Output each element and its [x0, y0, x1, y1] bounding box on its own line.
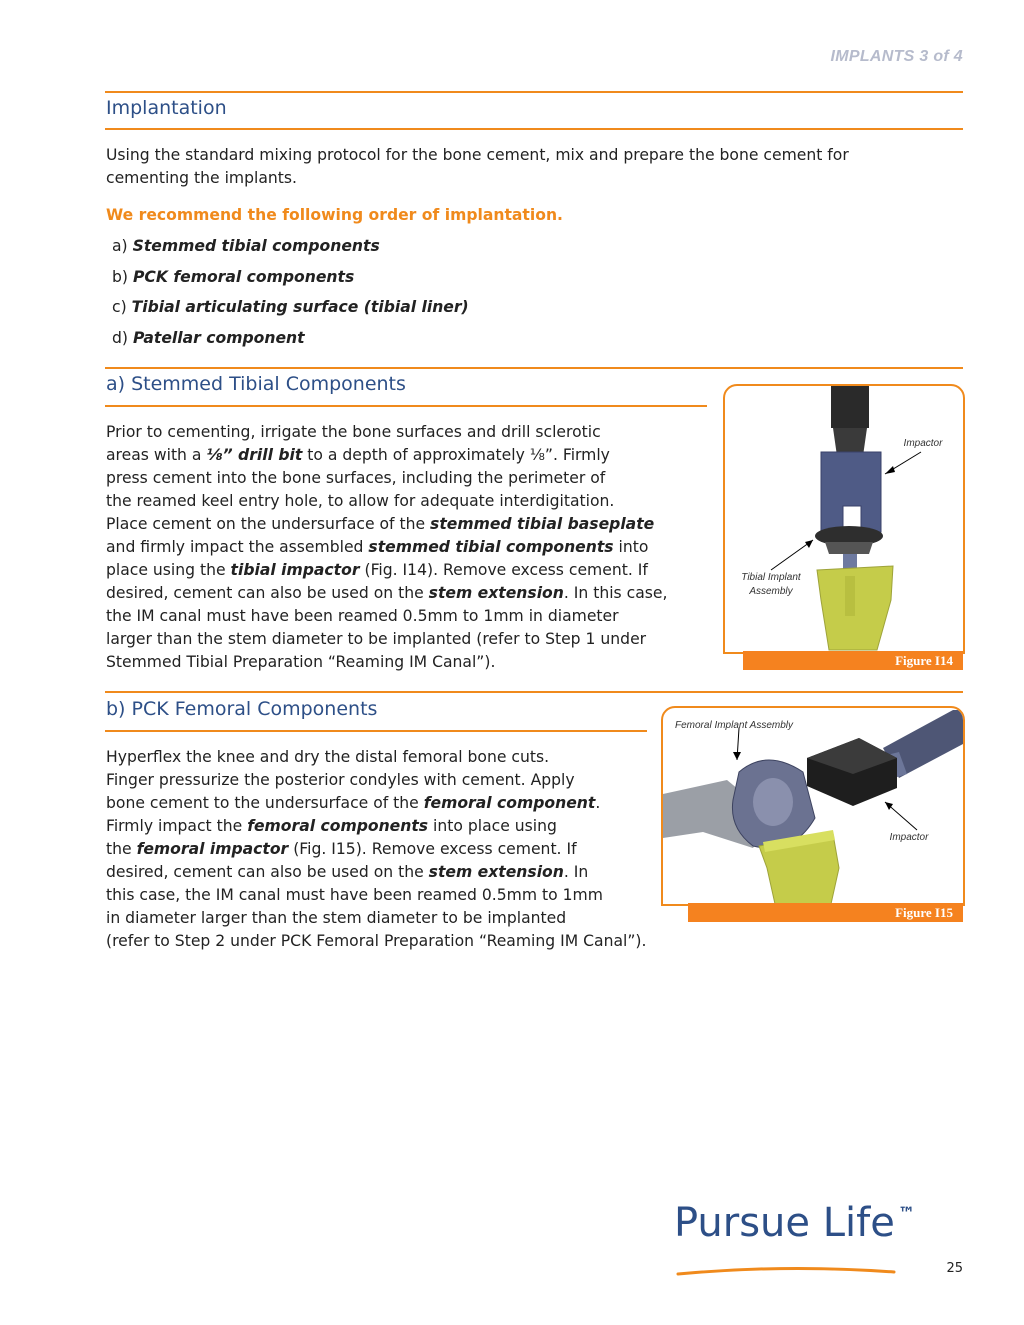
paragraph-line: the reamed keel entry hole, to allow for adequate interdigitation.	[106, 492, 615, 510]
paragraph-line: the femoral impactor (Fig. I15). Remove excess cement. If	[106, 840, 577, 858]
caption-femoral-implant-assembly: Femoral Implant Assembly	[675, 720, 793, 731]
paragraph-line: bone cement to the undersurface of the femoral component.	[106, 794, 601, 812]
list-item	[112, 268, 354, 286]
section-title-pck-femoral: b) PCK Femoral Components	[106, 698, 378, 720]
figure-label: Figure I15	[688, 903, 963, 922]
paragraph-line: Stemmed Tibial Preparation “Reaming IM Canal”).	[106, 653, 496, 671]
list-item	[112, 298, 469, 316]
paragraph-line: larger than the stem diameter to be implanted (refer to Step 1 under	[106, 630, 647, 648]
caption-assembly: Assembly	[749, 586, 793, 597]
order-heading: We recommend the following order of implantation.	[106, 206, 563, 224]
section-underline	[105, 730, 647, 732]
caption-tibial-implant: Tibial Implant	[741, 572, 801, 583]
running-header: IMPLANTS 3 of 4	[830, 48, 963, 65]
list-item	[112, 237, 380, 255]
figure-label: Figure I14	[743, 651, 963, 670]
intro-line: cementing the implants.	[106, 169, 297, 187]
section-underline	[105, 405, 707, 407]
paragraph-line: Finger pressurize the posterior condyles with cement. Apply	[106, 771, 575, 789]
list-item-text: Tibial articulating surface (tibial liner)	[131, 298, 469, 316]
section-divider	[105, 128, 963, 130]
paragraph-line: the IM canal must have been reamed 0.5mm to 1mm in diameter	[106, 607, 619, 625]
brand-logo: Pursue Life	[674, 1200, 895, 1246]
paragraph-line: Place cement on the undersurface of the stemmed tibial baseplate	[106, 515, 655, 533]
list-item-letter: c)	[112, 298, 127, 316]
figure-i14	[723, 384, 965, 654]
list-item-text: Stemmed tibial components	[132, 237, 380, 255]
caption-impactor: Impactor	[889, 832, 929, 843]
paragraph-line: desired, cement can also be used on the stem extension. In this case,	[106, 584, 668, 602]
paragraph-line: this case, the IM canal must have been reamed 0.5mm to 1mm	[106, 886, 603, 904]
paragraph-line: place using the tibial impactor (Fig. I14). Remove excess cement. If	[106, 561, 648, 579]
paragraph-line: and firmly impact the assembled stemmed tibial components into	[106, 538, 649, 556]
paragraph-line: Prior to cementing, irrigate the bone surfaces and drill sclerotic	[106, 423, 601, 441]
logo-swoosh	[676, 1262, 898, 1278]
paragraph-line: in diameter larger than the stem diameter to be implanted	[106, 909, 567, 927]
list-item	[112, 329, 305, 347]
paragraph-line: desired, cement can also be used on the stem extension. In	[106, 863, 589, 881]
header-divider	[105, 91, 963, 93]
list-item-text: PCK femoral components	[132, 268, 355, 286]
page-number: 25	[946, 1261, 963, 1276]
list-item-text: Patellar component	[132, 329, 305, 347]
list-item-letter: b)	[112, 268, 128, 286]
section-divider	[105, 691, 963, 693]
paragraph-line: (refer to Step 2 under PCK Femoral Preparation “Reaming IM Canal”).	[106, 932, 647, 950]
section-title-implantation: Implantation	[106, 97, 227, 119]
femoral-impactor-illustration	[663, 708, 963, 904]
caption-impactor: Impactor	[903, 438, 943, 449]
paragraph-line: press cement into the bone surfaces, including the perimeter of	[106, 469, 606, 487]
paragraph-line: Hyperflex the knee and dry the distal femoral bone cuts.	[106, 748, 550, 766]
list-item-letter: a)	[112, 237, 128, 255]
figure-i15	[661, 706, 965, 906]
list-item-letter: d)	[112, 329, 128, 347]
paragraph-line: areas with a ⅛” drill bit to a depth of approximately ⅛”. Firmly	[106, 446, 610, 464]
intro-line: Using the standard mixing protocol for the bone cement, mix and prepare the bone cement for	[106, 146, 849, 164]
paragraph-line: Firmly impact the femoral components into place using	[106, 817, 557, 835]
trademark-symbol: ™	[898, 1204, 915, 1224]
section-divider	[105, 367, 963, 369]
section-title-stemmed-tibial: a) Stemmed Tibial Components	[106, 373, 406, 395]
tibial-impactor-illustration	[725, 386, 963, 652]
